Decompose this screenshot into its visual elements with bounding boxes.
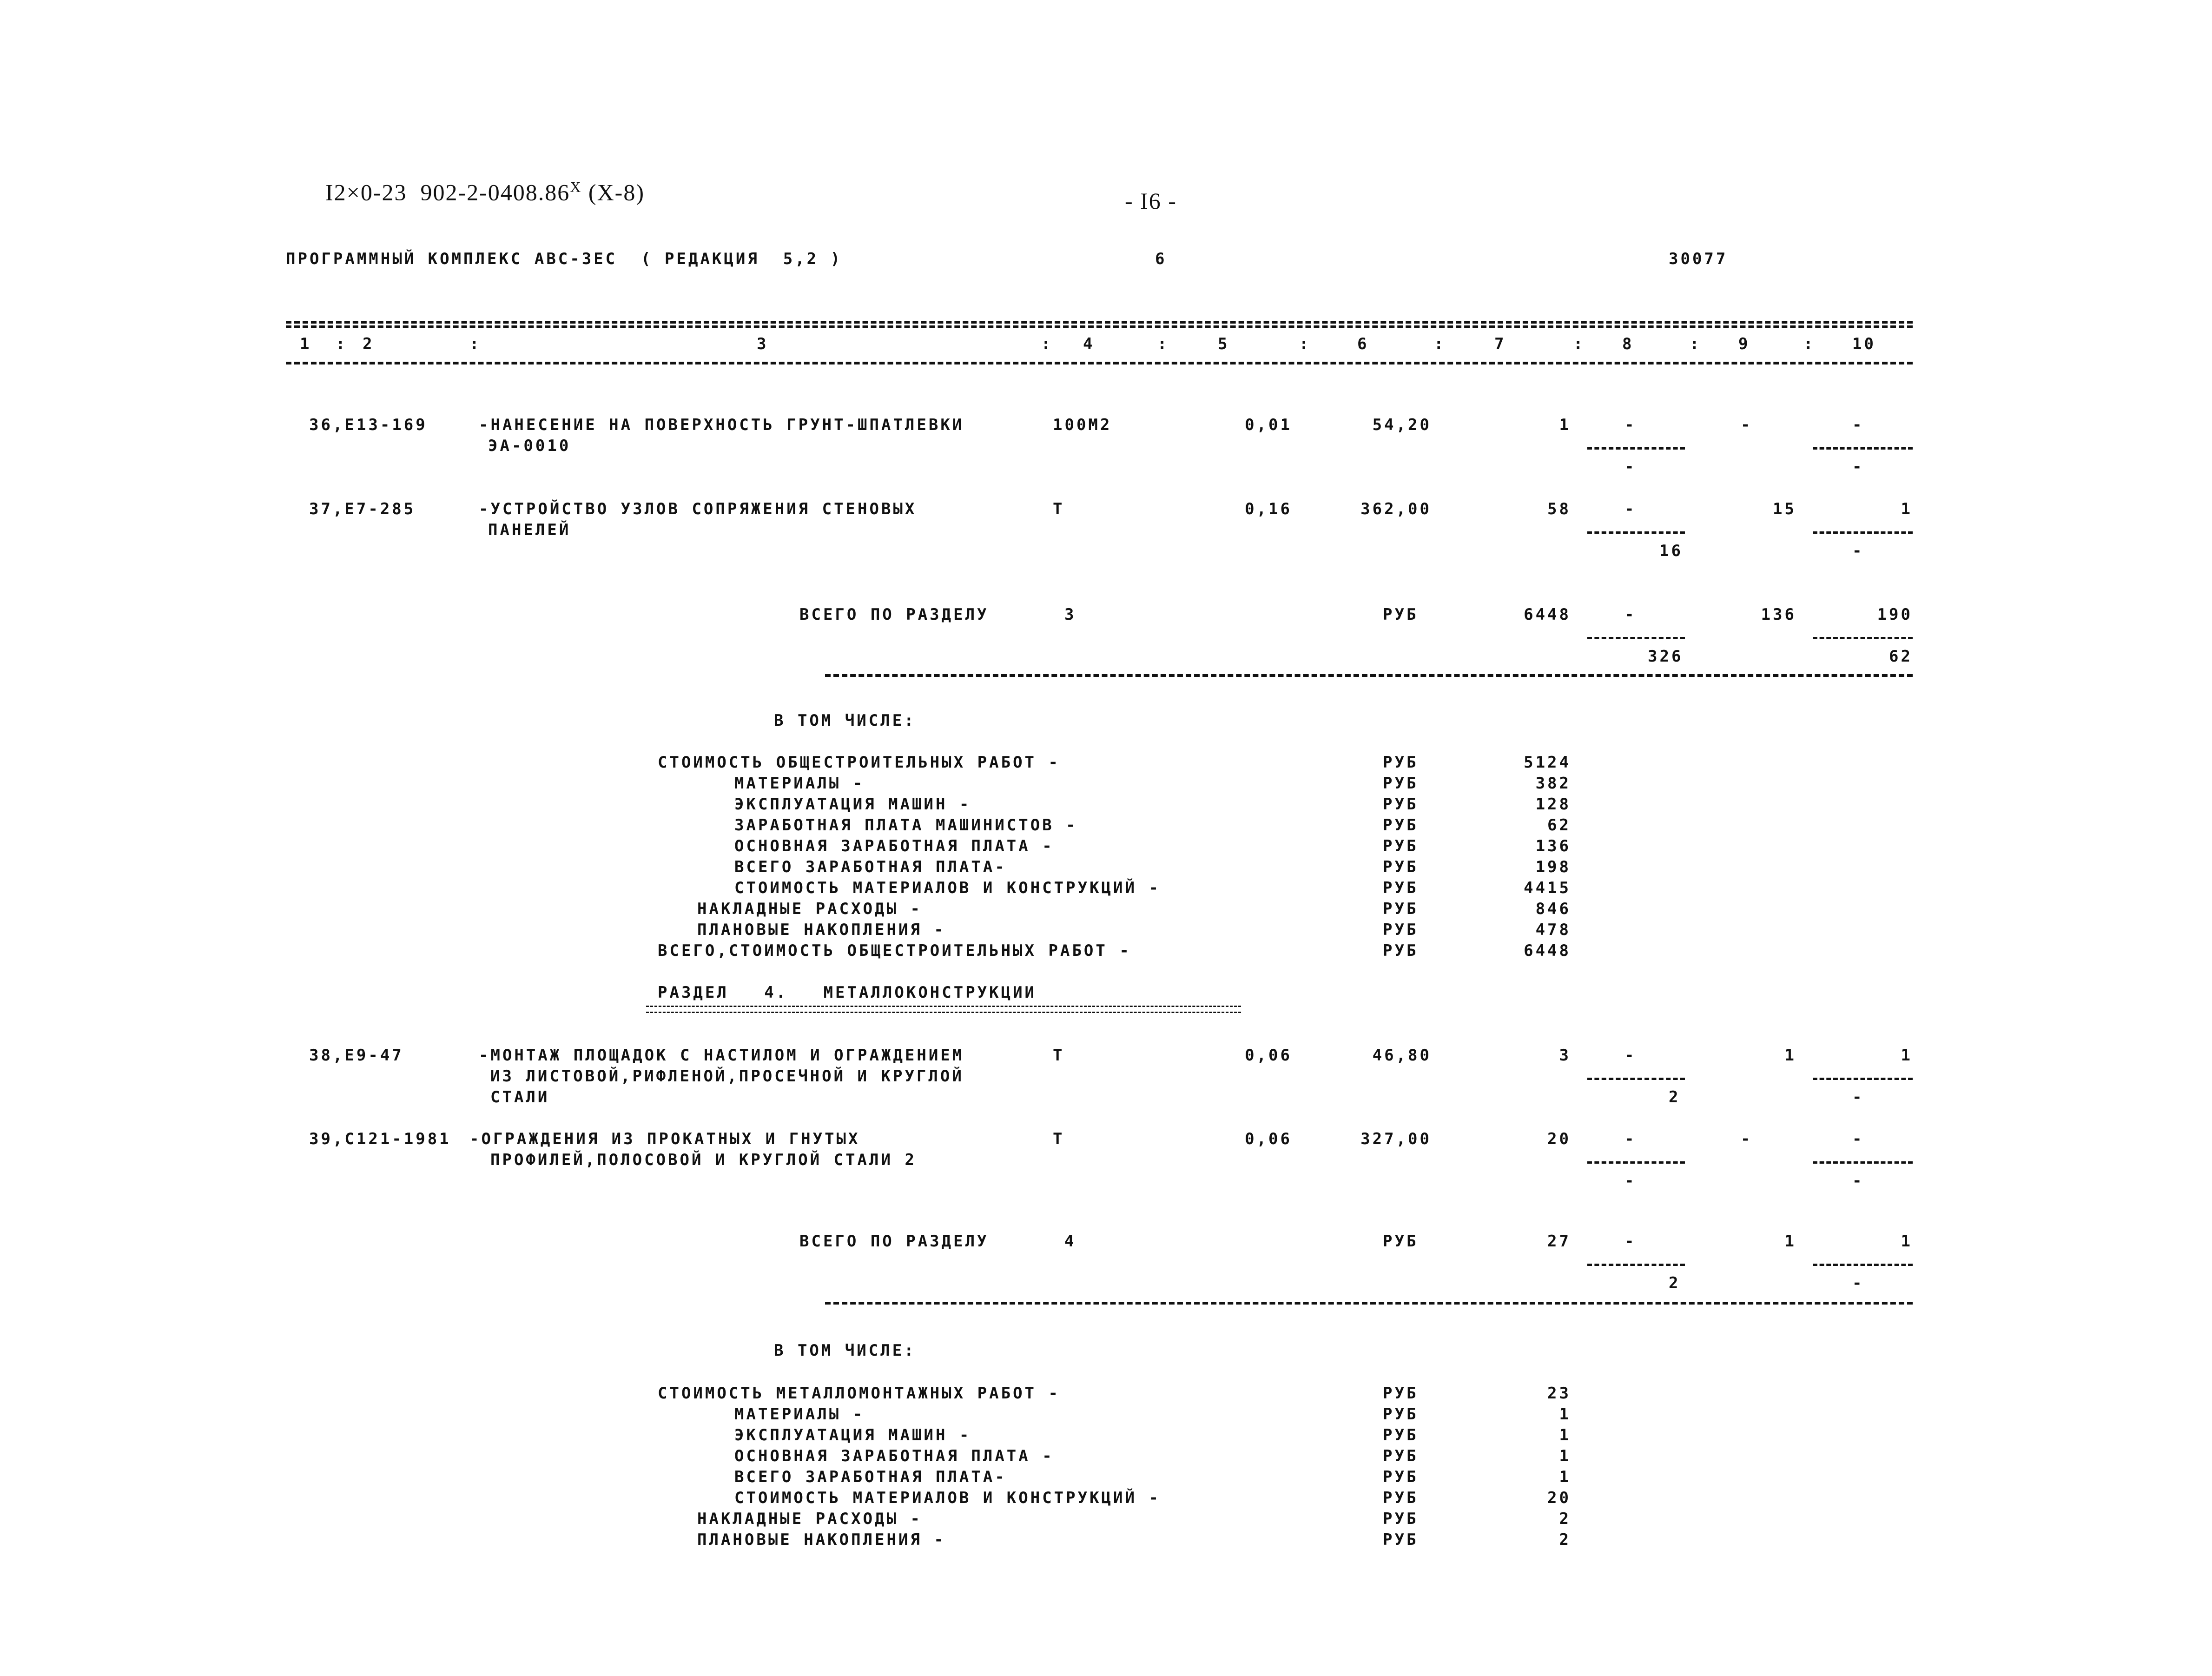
breakdown-unit: РУБ	[1383, 1530, 1419, 1549]
row-col9: -	[1741, 1130, 1753, 1148]
row-unit: Т	[1053, 1130, 1065, 1148]
page-number: - I6 -	[1125, 188, 1177, 214]
cell-divider	[1587, 1161, 1685, 1164]
breakdown-unit: РУБ	[1383, 1468, 1419, 1486]
breakdown-value: 4415	[1524, 879, 1571, 897]
row-col10: 1	[1901, 1046, 1913, 1065]
total-col8: -	[1624, 1232, 1637, 1251]
row-col8: -	[1624, 416, 1637, 434]
row-col9: 1	[1784, 1046, 1796, 1065]
total-section-number: 3	[1064, 605, 1076, 624]
breakdown-label: СТОИМОСТЬ МАТЕРИАЛОВ И КОНСТРУКЦИЙ -	[734, 1489, 1161, 1507]
row-col10-lower: -	[1852, 457, 1864, 476]
row-total: 20	[1547, 1130, 1571, 1148]
col-sep: :	[469, 335, 482, 353]
breakdown-value: 846	[1535, 900, 1571, 918]
breakdown-value: 5124	[1524, 753, 1571, 772]
total-col8-lower: 326	[1648, 647, 1684, 666]
row-col8-lower: 16	[1659, 542, 1683, 560]
breakdown-label: ПЛАНОВЫЕ НАКОПЛЕНИЯ -	[697, 921, 946, 939]
header-rule-top-2	[286, 325, 1913, 328]
row-total: 58	[1547, 500, 1571, 518]
row-description: -УСТРОЙСТВО УЗЛОВ СОПРЯЖЕНИЯ СТЕНОВЫХ	[479, 500, 917, 518]
col-2: 2	[363, 335, 375, 353]
cell-divider	[1813, 447, 1913, 450]
breakdown-label: ЗАРАБОТНАЯ ПЛАТА МАШИНИСТОВ -	[734, 816, 1078, 835]
row-quantity: 0,01	[1245, 416, 1292, 434]
row-number: 39,С121-1981	[309, 1130, 451, 1148]
breakdown-unit: РУБ	[1383, 837, 1419, 855]
col-sep: :	[336, 335, 348, 353]
breakdown-label: ВСЕГО ЗАРАБОТНАЯ ПЛАТА-	[734, 858, 1007, 876]
total-label: ВСЕГО ПО РАЗДЕЛУ	[799, 1232, 989, 1251]
row-quantity: 0,16	[1245, 500, 1292, 518]
breakdown-label: МАТЕРИАЛЫ -	[734, 1405, 865, 1424]
breakdown-label: ЭКСПЛУАТАЦИЯ МАШИН -	[734, 795, 971, 814]
row-unit-price: 54,20	[1372, 416, 1432, 434]
row-col8-lower: -	[1624, 457, 1637, 476]
total-unit: РУБ	[1383, 1232, 1419, 1251]
cell-divider	[1587, 447, 1685, 450]
breakdown-value: 136	[1535, 837, 1571, 855]
breakdown-label: ОСНОВНАЯ ЗАРАБОТНАЯ ПЛАТА -	[734, 837, 1054, 855]
cell-divider	[1813, 1161, 1913, 1164]
row-col10-lower: -	[1852, 1088, 1864, 1106]
breakdown-value: 128	[1535, 795, 1571, 814]
total-col10: 190	[1877, 605, 1913, 624]
breakdown-unit: РУБ	[1383, 1426, 1419, 1444]
program-title: ПРОГРАММНЫЙ КОМПЛЕКС АВС-ЗЕС ( РЕДАКЦИЯ 5,2 )	[286, 250, 843, 268]
cell-divider	[1813, 1078, 1913, 1080]
cell-divider	[1587, 1078, 1685, 1080]
cell-divider	[1813, 637, 1913, 639]
including-label: В ТОМ ЧИСЛЕ:	[774, 1341, 916, 1360]
breakdown-label: СТОИМОСТЬ ОБЩЕСТРОИТЕЛЬНЫХ РАБОТ -	[658, 753, 1060, 772]
breakdown-value: 2	[1559, 1510, 1571, 1528]
breakdown-unit: РУБ	[1383, 921, 1419, 939]
row-unit-price: 327,00	[1360, 1130, 1432, 1148]
row-col10-lower: -	[1852, 542, 1864, 560]
breakdown-unit: РУБ	[1383, 1384, 1419, 1403]
row-description: -МОНТАЖ ПЛОЩАДОК С НАСТИЛОМ И ОГРАЖДЕНИЕМ	[479, 1046, 964, 1065]
row-unit: Т	[1053, 1046, 1065, 1065]
row-number: 38,Е9-47	[309, 1046, 404, 1065]
breakdown-unit: РУБ	[1383, 941, 1419, 960]
row-col10: 1	[1901, 500, 1913, 518]
row-description: -НАНЕСЕНИЕ НА ПОВЕРХНОСТЬ ГРУНТ-ШПАТЛЕВКИ	[479, 416, 964, 434]
header-rule-top	[286, 321, 1913, 324]
breakdown-unit: РУБ	[1383, 774, 1419, 793]
row-unit: Т	[1053, 500, 1065, 518]
cell-divider	[1587, 531, 1685, 534]
breakdown-value: 6448	[1524, 941, 1571, 960]
row-unit-price: 362,00	[1360, 500, 1432, 518]
row-description: -ОГРАЖДЕНИЯ ИЗ ПРОКАТНЫХ И ГНУТЫХ	[469, 1130, 860, 1148]
breakdown-label: ОСНОВНАЯ ЗАРАБОТНАЯ ПЛАТА -	[734, 1447, 1054, 1465]
header-rule-bottom	[286, 362, 1913, 364]
col-5: 5	[1218, 335, 1230, 353]
col-6: 6	[1357, 335, 1369, 353]
including-label: В ТОМ ЧИСЛЕ:	[774, 711, 916, 730]
row-description-cont: ЭА-0010	[488, 437, 571, 455]
cell-divider	[1587, 637, 1685, 639]
document-code: I2×0-23 $902-2-0408.86^X$ (X-8)	[325, 179, 645, 205]
row-number: 37,Е7-285	[309, 500, 416, 518]
col-sep: :	[1157, 335, 1169, 353]
col-3: 3	[757, 335, 769, 353]
section-title-underline	[646, 1006, 1241, 1013]
row-description-cont: ПАНЕЛЕЙ	[488, 521, 571, 539]
breakdown-value: 62	[1547, 816, 1571, 835]
breakdown-unit: РУБ	[1383, 795, 1419, 814]
breakdown-label: ЭКСПЛУАТАЦИЯ МАШИН -	[734, 1426, 971, 1444]
row-description-cont: ИЗ ЛИСТОВОЙ,РИФЛЕНОЙ,ПРОСЕЧНОЙ И КРУГЛОЙ	[490, 1067, 964, 1086]
breakdown-label: СТОИМОСТЬ МАТЕРИАЛОВ И КОНСТРУКЦИЙ -	[734, 879, 1161, 897]
breakdown-unit: РУБ	[1383, 900, 1419, 918]
col-1: 1	[300, 335, 312, 353]
cell-divider	[1587, 1264, 1685, 1266]
breakdown-unit: РУБ	[1383, 1510, 1419, 1528]
col-9: 9	[1738, 335, 1750, 353]
breakdown-value: 478	[1535, 921, 1571, 939]
row-col10: -	[1852, 416, 1864, 434]
row-description-cont: ПРОФИЛЕЙ,ПОЛОСОВОЙ И КРУГЛОЙ СТАЛИ 2	[490, 1151, 917, 1169]
row-col8-lower: 2	[1669, 1088, 1681, 1106]
breakdown-label: СТОИМОСТЬ МЕТАЛЛОМОНТАЖНЫХ РАБОТ -	[658, 1384, 1060, 1403]
breakdown-label: ПЛАНОВЫЕ НАКОПЛЕНИЯ -	[697, 1530, 946, 1549]
breakdown-label: НАКЛАДНЫЕ РАСХОДЫ -	[697, 1510, 922, 1528]
breakdown-value: 1	[1559, 1447, 1571, 1465]
cell-divider	[1813, 531, 1913, 534]
breakdown-value: 198	[1535, 858, 1571, 876]
document-id: 30077	[1669, 250, 1728, 268]
row-col8: -	[1624, 1046, 1637, 1065]
cell-divider	[1813, 1264, 1913, 1266]
total-col10-lower: 62	[1889, 647, 1913, 666]
total-col9: 136	[1761, 605, 1796, 624]
row-quantity: 0,06	[1245, 1046, 1292, 1065]
col-sep: :	[1573, 335, 1585, 353]
breakdown-unit: РУБ	[1383, 879, 1419, 897]
total-col8-lower: 2	[1669, 1274, 1681, 1292]
breakdown-unit: РУБ	[1383, 1405, 1419, 1424]
row-quantity: 0,06	[1245, 1130, 1292, 1148]
row-col8-lower: -	[1624, 1172, 1637, 1190]
breakdown-value: 23	[1547, 1384, 1571, 1403]
total-amount: 27	[1547, 1232, 1571, 1251]
total-unit: РУБ	[1383, 605, 1419, 624]
row-col9: 15	[1773, 500, 1796, 518]
section-separator	[825, 1302, 1913, 1305]
row-total: 3	[1559, 1046, 1571, 1065]
breakdown-label: ВСЕГО,СТОИМОСТЬ ОБЩЕСТРОИТЕЛЬНЫХ РАБОТ -	[658, 941, 1131, 960]
breakdown-unit: РУБ	[1383, 858, 1419, 876]
section-separator	[825, 674, 1913, 677]
breakdown-value: 1	[1559, 1405, 1571, 1424]
row-col8: -	[1624, 1130, 1637, 1148]
breakdown-value: 1	[1559, 1426, 1571, 1444]
col-sep: :	[1690, 335, 1702, 353]
section-title: РАЗДЕЛ 4. МЕТАЛЛОКОНСТРУКЦИИ	[658, 983, 1037, 1002]
row-total: 1	[1559, 416, 1571, 434]
col-7: 7	[1494, 335, 1506, 353]
row-col10-lower: -	[1852, 1172, 1864, 1190]
total-col10-lower: -	[1852, 1274, 1864, 1292]
col-sep: :	[1434, 335, 1446, 353]
col-sep: :	[1041, 335, 1053, 353]
total-label: ВСЕГО ПО РАЗДЕЛУ	[799, 605, 989, 624]
total-col9: 1	[1784, 1232, 1796, 1251]
row-col10: -	[1852, 1130, 1864, 1148]
breakdown-label: МАТЕРИАЛЫ -	[734, 774, 865, 793]
row-number: 36,Е13-169	[309, 416, 428, 434]
row-unit-price: 46,80	[1372, 1046, 1432, 1065]
breakdown-value: 2	[1559, 1530, 1571, 1549]
breakdown-unit: РУБ	[1383, 1447, 1419, 1465]
sheet-number: 6	[1155, 250, 1167, 268]
total-amount: 6448	[1524, 605, 1571, 624]
row-col8: -	[1624, 500, 1637, 518]
row-description-cont: СТАЛИ	[490, 1088, 550, 1106]
col-10: 10	[1852, 335, 1876, 353]
row-unit: 100М2	[1053, 416, 1112, 434]
col-sep: :	[1803, 335, 1816, 353]
row-col9: -	[1741, 416, 1753, 434]
breakdown-unit: РУБ	[1383, 753, 1419, 772]
col-4: 4	[1083, 335, 1095, 353]
total-col8: -	[1624, 605, 1637, 624]
total-col10: 1	[1901, 1232, 1913, 1251]
breakdown-value: 1	[1559, 1468, 1571, 1486]
breakdown-unit: РУБ	[1383, 816, 1419, 835]
breakdown-value: 382	[1535, 774, 1571, 793]
total-section-number: 4	[1064, 1232, 1076, 1251]
breakdown-value: 20	[1547, 1489, 1571, 1507]
breakdown-label: ВСЕГО ЗАРАБОТНАЯ ПЛАТА-	[734, 1468, 1007, 1486]
col-8: 8	[1622, 335, 1634, 353]
breakdown-unit: РУБ	[1383, 1489, 1419, 1507]
breakdown-label: НАКЛАДНЫЕ РАСХОДЫ -	[697, 900, 922, 918]
col-sep: :	[1299, 335, 1311, 353]
